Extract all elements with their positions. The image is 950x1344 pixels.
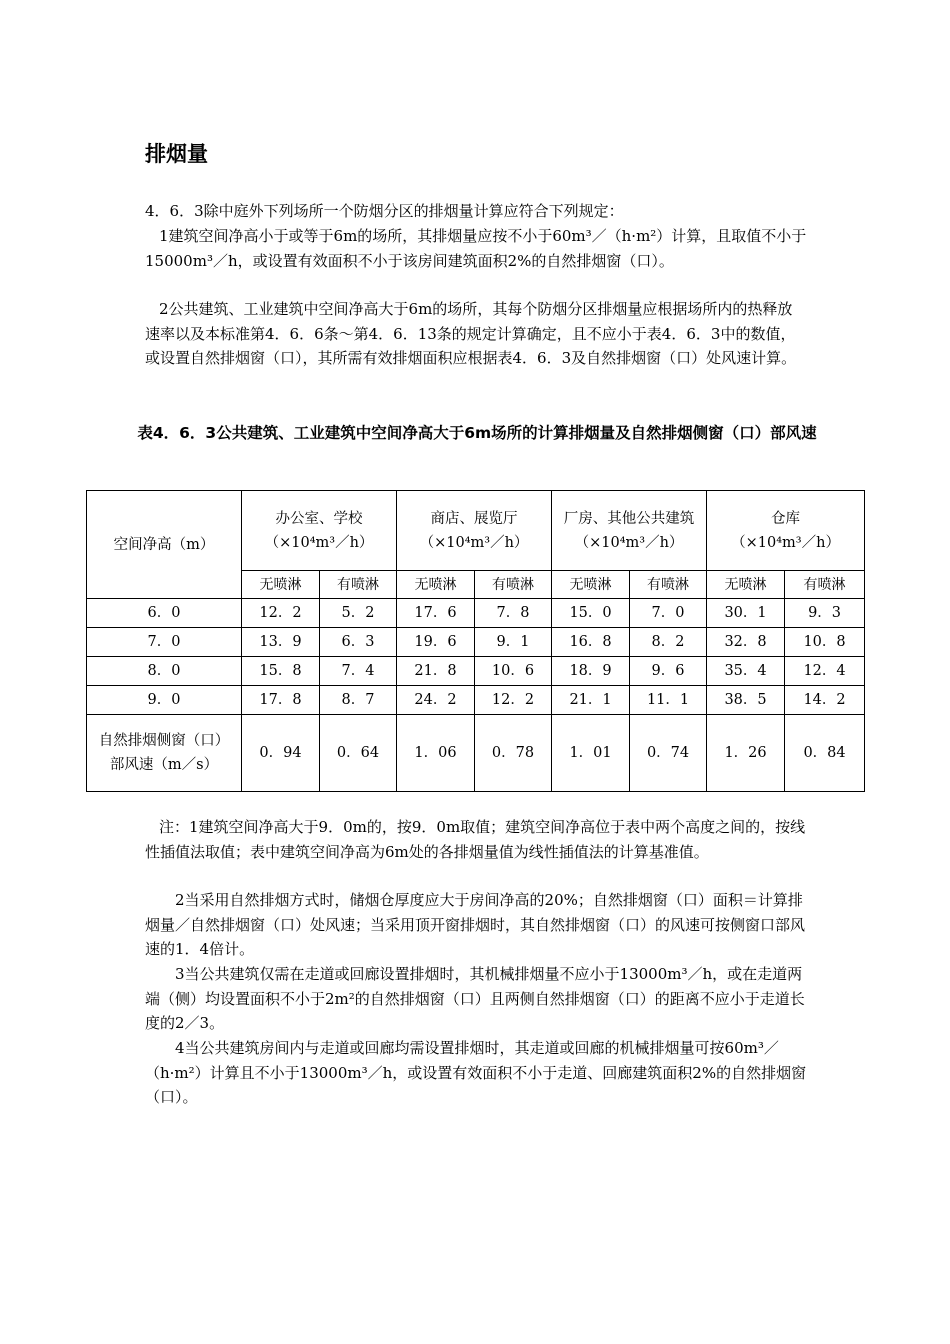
group-name: 商店、展览厅: [430, 510, 518, 527]
table-row: [87, 628, 865, 657]
table-row: [87, 686, 865, 715]
table-cell: 21．8: [397, 657, 475, 686]
table-cell: 0．64: [320, 715, 397, 792]
table-cell: 15．8: [242, 657, 320, 686]
table-row: [87, 715, 865, 792]
sub-header-sprinkler: 有喷淋: [320, 571, 397, 599]
group-unit: （×10⁴m³／h）: [264, 534, 374, 551]
table-cell: 17．6: [397, 599, 475, 628]
note-1: 注：1建筑空间净高大于9．0m的，按9．0m取值；建筑空间净高位于表中两个高度之间的，按线性插值法取值；表中建筑空间净高为6m处的各排烟量值为线性插值法的计算基准值。: [145, 818, 806, 861]
table-cell: 30．1: [707, 599, 785, 628]
table-cell: 32．8: [707, 628, 785, 657]
table-cell: 15．0: [552, 599, 630, 628]
group-name: 仓库: [771, 510, 801, 527]
table-cell: 9．1: [475, 628, 552, 657]
row-label: 7．0: [87, 628, 242, 657]
sub-header-sprinkler: 有喷淋: [630, 571, 707, 599]
group-unit: （×10⁴m³／h）: [574, 534, 684, 551]
sub-header-no-sprinkler: 无喷淋: [242, 571, 320, 599]
table-cell: 18．9: [552, 657, 630, 686]
table-cell: 8．2: [630, 628, 707, 657]
table-cell: 1．06: [397, 715, 475, 792]
table-cell: 14．2: [785, 686, 865, 715]
table-cell: 16．8: [552, 628, 630, 657]
note-2: 2当采用自然排烟方式时，储烟仓厚度应大于房间净高的20%；自然排烟窗（口）面积＝计算排烟量／自然排烟窗（口）处风速；当采用顶开窗排烟时，其自然排烟窗（口）的风速可按侧窗口部风速的1．4倍计。: [145, 891, 806, 959]
table-row: [87, 599, 865, 628]
group-name: 办公室、学校: [275, 510, 363, 527]
table-cell: 7．8: [475, 599, 552, 628]
table-cell: 12．2: [242, 599, 320, 628]
row-header-cell: 空间净高（m）: [87, 491, 242, 599]
clause-intro: 4．6．3除中庭外下列场所一个防烟分区的排烟量计算应符合下列规定：: [145, 202, 624, 220]
table-cell: 5．2: [320, 599, 397, 628]
note-3: 3当公共建筑仅需在走道或回廊设置排烟时，其机械排烟量不应小于13000m³／h，或在走道两端（侧）均设置面积不小于2m²的自然排烟窗（口）且两侧自然排烟窗（口）的距离不应小于走道长度的2／3。: [145, 965, 805, 1033]
table-cell: 9．3: [785, 599, 865, 628]
clause-item-2: 2公共建筑、工业建筑中空间净高大于6m的场所，其每个防烟分区排烟量应根据场所内的热释放速率以及本标准第4．6．6条～第4．6．13条的规定计算确定，且不应小于表4．6．3中的数值，或设置自然排烟窗（口），其所需有效排烟面积应根据表4．6．3及自然排烟窗（口）处风速计算。: [145, 300, 797, 368]
table-cell: 10．6: [475, 657, 552, 686]
table-row: [87, 657, 865, 686]
group-unit: （×10⁴m³／h）: [731, 534, 840, 551]
group-unit: （×10⁴m³／h）: [419, 534, 529, 551]
group-header-store: [397, 491, 552, 571]
table-cell: 17．8: [242, 686, 320, 715]
table-cell: 7．4: [320, 657, 397, 686]
sub-header-no-sprinkler: 无喷淋: [707, 571, 785, 599]
sub-header-no-sprinkler: 无喷淋: [397, 571, 475, 599]
table-cell: 0．84: [785, 715, 865, 792]
table-cell: 21．1: [552, 686, 630, 715]
row-label: 9．0: [87, 686, 242, 715]
group-header-office: [242, 491, 397, 571]
table-cell: 1．01: [552, 715, 630, 792]
table-cell: 1．26: [707, 715, 785, 792]
table-cell: 8．7: [320, 686, 397, 715]
table-caption: 表4．6．3公共建筑、工业建筑中空间净高大于6m场所的计算排烟量及自然排烟侧窗（口）部风速: [137, 424, 817, 442]
table-cell: 12．2: [475, 686, 552, 715]
table-cell: 11．1: [630, 686, 707, 715]
row-label: 自然排烟侧窗（口）部风速（m／s）: [87, 715, 242, 792]
table-cell: 38．5: [707, 686, 785, 715]
sub-header-sprinkler: 有喷淋: [785, 571, 865, 599]
table-cell: 10．8: [785, 628, 865, 657]
group-name: 厂房、其他公共建筑: [563, 510, 695, 527]
section-heading: 排烟量: [145, 142, 208, 166]
group-header-factory: [552, 491, 707, 571]
note-4: 4当公共建筑房间内与走道或回廊均需设置排烟时，其走道或回廊的机械排烟量可按60m³／（h·m²）计算且不小于13000m³／h，或设置有效面积不小于走道、回廊建筑面积2%的自然排烟窗（口）。: [145, 1039, 807, 1107]
group-header-warehouse: [707, 491, 865, 571]
table-cell: 0．78: [475, 715, 552, 792]
table-cell: 12．4: [785, 657, 865, 686]
table-cell: 7．0: [630, 599, 707, 628]
table-cell: 9．6: [630, 657, 707, 686]
row-label: 8．0: [87, 657, 242, 686]
smoke-exhaust-table: [86, 490, 865, 792]
table-cell: 24．2: [397, 686, 475, 715]
table-cell: 19．6: [397, 628, 475, 657]
table-cell: 0．74: [630, 715, 707, 792]
clause-item-1: 1建筑空间净高小于或等于6m的场所，其排烟量应按不小于60m³／（h·m²）计算，且取值不小于15000m³／h，或设置有效面积不小于该房间建筑面积2%的自然排烟窗（口）。: [145, 227, 807, 270]
table-cell: 0．94: [242, 715, 320, 792]
sub-header-no-sprinkler: 无喷淋: [552, 571, 630, 599]
table-cell: 35．4: [707, 657, 785, 686]
row-label: 6．0: [87, 599, 242, 628]
sub-header-sprinkler: 有喷淋: [475, 571, 552, 599]
table-cell: 13．9: [242, 628, 320, 657]
table-cell: 6．3: [320, 628, 397, 657]
